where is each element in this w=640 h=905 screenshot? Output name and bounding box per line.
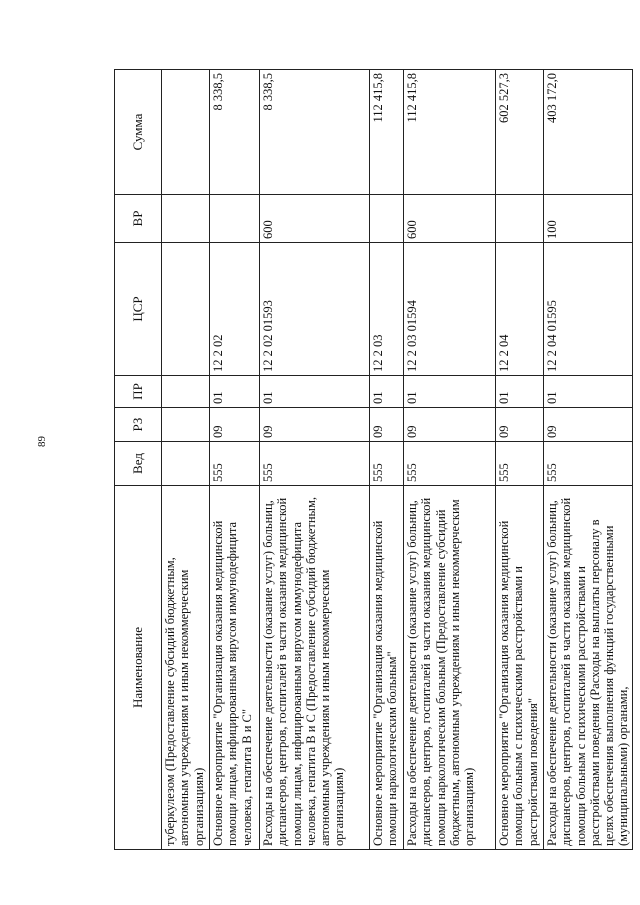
cell-rz: 09 <box>544 408 633 442</box>
cell-name: Расходы на обеспечение деятельности (оказание услуг) больниц, диспансеров, центров, госпиталей в части оказания медицинской помощи больным с психическими расстройствами и расстройствами поведения (Расходы на выплаты персоналу в целях обеспечения выполнения функций государственными (муниципальными) органами, <box>544 486 633 850</box>
cell-vr <box>496 195 544 243</box>
header-name: Наименование <box>115 486 162 850</box>
cell-rz: 09 <box>370 408 404 442</box>
cell-ved <box>162 442 210 486</box>
cell-pr: 01 <box>496 376 544 408</box>
cell-name: Основное мероприятие "Организация оказания медицинской помощи лицам, инфицированным вирусом иммунодефицита человека, гепатита В и С" <box>210 486 260 850</box>
table-header-row <box>115 70 162 850</box>
table-row <box>210 70 260 850</box>
cell-pr: 01 <box>404 376 496 408</box>
cell-name: Расходы на обеспечение деятельности (оказание услуг) больниц, диспансеров, центров, госпиталей в части оказания медицинской помощи наркологическим больным (Предоставление субсидий бюджетным, автономным учреждениям и иным некоммерческим организациям) <box>404 486 496 850</box>
cell-sum: 8 338,5 <box>210 70 260 195</box>
cell-csr: 12 2 02 <box>210 243 260 376</box>
cell-rz: 09 <box>260 408 370 442</box>
cell-csr: 12 2 04 <box>496 243 544 376</box>
cell-sum: 8 338,5 <box>260 70 370 195</box>
cell-vr <box>162 195 210 243</box>
cell-name: Расходы на обеспечение деятельности (оказание услуг) больниц, диспансеров, центров, госпиталей в части оказания медицинской помощи лицам, инфицированным вирусом иммунодефицита человека, гепатита В и С (Предоставление субсидий бюджетным, автономным учреждениям и иным некоммерческим организациям) <box>260 486 370 850</box>
cell-ved: 555 <box>544 442 633 486</box>
cell-ved: 555 <box>260 442 370 486</box>
cell-csr: 12 2 04 01595 <box>544 243 633 376</box>
header-pr: ПР <box>115 376 162 408</box>
cell-pr <box>162 376 210 408</box>
page-number: 89 <box>36 436 48 447</box>
cell-rz: 09 <box>210 408 260 442</box>
table-row <box>370 70 404 850</box>
cell-rz: 09 <box>496 408 544 442</box>
header-vr: ВР <box>115 195 162 243</box>
cell-rz <box>162 408 210 442</box>
cell-ved: 555 <box>370 442 404 486</box>
cell-vr: 600 <box>260 195 370 243</box>
header-sum: Сумма <box>115 70 162 195</box>
cell-csr: 12 2 03 01594 <box>404 243 496 376</box>
budget-table <box>114 69 633 850</box>
cell-ved: 555 <box>210 442 260 486</box>
cell-ved: 555 <box>404 442 496 486</box>
cell-vr <box>210 195 260 243</box>
header-csr: ЦСР <box>115 243 162 376</box>
table-row <box>404 70 496 850</box>
cell-name: Основное мероприятие "Организация оказания медицинской помощи наркологическим больным" <box>370 486 404 850</box>
table-row <box>544 70 633 850</box>
cell-sum: 403 172,0 <box>544 70 633 195</box>
cell-pr: 01 <box>260 376 370 408</box>
cell-vr <box>370 195 404 243</box>
cell-vr: 100 <box>544 195 633 243</box>
cell-csr: 12 2 02 01593 <box>260 243 370 376</box>
cell-sum: 112 415,8 <box>370 70 404 195</box>
cell-pr: 01 <box>370 376 404 408</box>
rotated-page <box>114 70 631 850</box>
cell-ved: 555 <box>496 442 544 486</box>
table-row <box>162 70 210 850</box>
cell-name: туберкулезом (Предоставление субсидий бюджетным, автономным учреждениям и иным некоммерческим организациям) <box>162 486 210 850</box>
header-ved: Вед <box>115 442 162 486</box>
cell-rz: 09 <box>404 408 496 442</box>
table-row <box>260 70 370 850</box>
cell-sum: 602 527,3 <box>496 70 544 195</box>
cell-csr <box>162 243 210 376</box>
cell-sum: 112 415,8 <box>404 70 496 195</box>
cell-pr: 01 <box>210 376 260 408</box>
cell-vr: 600 <box>404 195 496 243</box>
cell-pr: 01 <box>544 376 633 408</box>
header-rz: РЗ <box>115 408 162 442</box>
cell-name: Основное мероприятие "Организация оказания медицинской помощи больным с психическими расстройствами и расстройствами поведения" <box>496 486 544 850</box>
table-row <box>496 70 544 850</box>
cell-csr: 12 2 03 <box>370 243 404 376</box>
cell-sum <box>162 70 210 195</box>
